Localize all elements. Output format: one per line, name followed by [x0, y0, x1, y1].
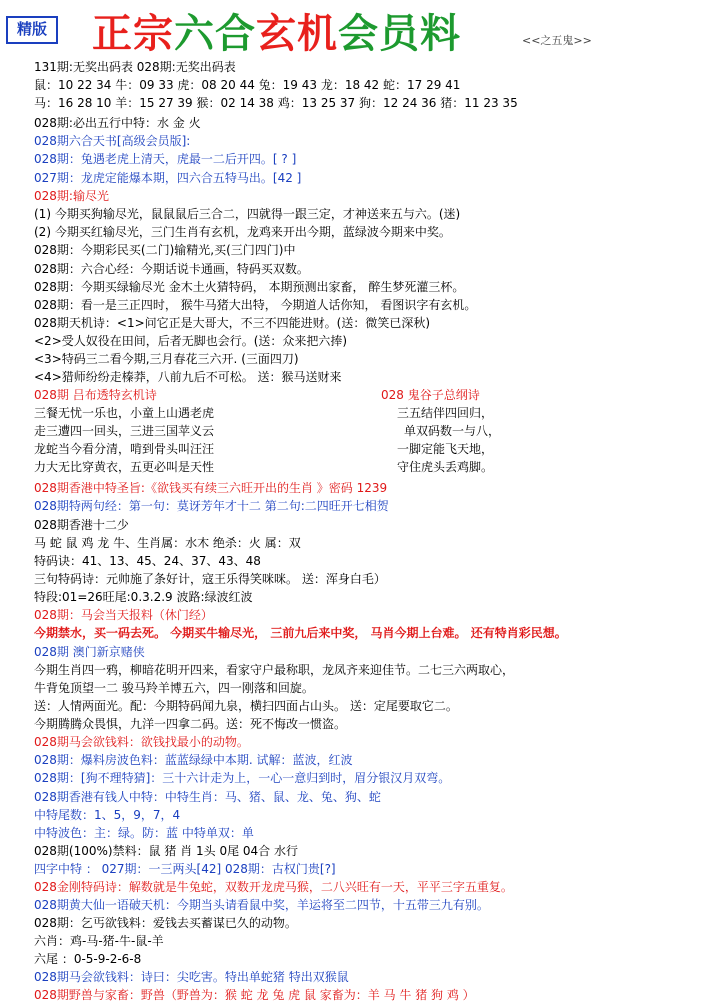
text-line: 今期腾腾众畏惧，九洋一四拿二码。送：死不悔改一惯盗。 — [34, 717, 347, 731]
right-poem-line: 守住虎头丢鸡脚。 — [397, 460, 494, 474]
text-line: 028期：乞丐欲钱料：爱钱去买蓄谋已久的动物。 — [34, 916, 297, 930]
text-line: 特码诀：41、13、45、24、37、43、48 — [34, 554, 261, 568]
text-line: 028金刚特码诗：解数就是牛兔蛇，双数开龙虎马猴，二八兴旺有一天，平平三字五重复。 — [34, 880, 513, 894]
text-line: 131期:无奖出码表 028期:无奖出码表 — [34, 60, 236, 74]
right-poem-title: 028 鬼谷子总纲诗 — [381, 388, 480, 402]
text-line: 028期：今期彩民买(二门)输精光,买(三门四门)中 — [34, 243, 296, 257]
text-line: 马：16 28 10 羊：15 27 39 猴：02 14 38 鸡：13 25 37 狗：12 24 36 猪：11 23 35 — [34, 96, 518, 110]
text-line: 028期：看一是三正四时， 猴牛马猪大出特， 今期道人话你知， 看图识字有玄机。 — [34, 298, 477, 312]
text-line: <3>特码三二看今期,三月春花三六开. (三面四刀) — [34, 352, 299, 366]
text-line: 028期香港中特圣旨:《欲钱买有续三六旺开出的生肖 》密码 1239 — [34, 481, 388, 495]
title-part-2: 六合 — [174, 10, 256, 57]
text-line: 028期黄大仙一语破天机：今期当头请看鼠中奖，羊运将至二四节，十五带三九有别。 — [34, 898, 489, 912]
right-poem-line: 单双码数一与八， — [404, 424, 501, 438]
right-poem-line: 一脚定能飞天地， — [397, 442, 494, 456]
text-line: (2) 今期买红输尽光，三门生肖有玄机，龙鸡来开出今期，蓝绿波今期来中奖。 — [34, 225, 451, 239]
text-line: 028期:必出五行中特：水 金 火 — [34, 116, 201, 130]
edition-badge: 精版 — [6, 16, 58, 44]
text-line: 028期 澳门新京赌侠 — [34, 645, 145, 659]
left-poem-line: 走三遭四一回头，三进三国苹义云 — [34, 424, 215, 438]
text-line: 鼠：10 22 34 牛：09 33 虎：08 20 44 兔：19 43 龙：18 42 蛇：17 29 41 — [34, 78, 461, 92]
text-line: 028期六合天书[高级会员版]: — [34, 134, 191, 148]
text-line: 特段:01=26旺尾:0.3.2.9 波路:绿波红波 — [34, 590, 253, 604]
text-line: 028期香港十二少 — [34, 518, 129, 532]
text-line: 028期:输尽光 — [34, 189, 109, 203]
text-line: 今期禁水，买一码去死。 今期买牛输尽光， 三前九后来中奖， 马肖今期上台难。 还有特肖彩民想。 — [34, 626, 567, 640]
text-line: 六尾 ：0-5-9-2-6-8 — [34, 952, 142, 966]
text-line: 028期：[狗不理特猜]：三十六计走为上，一心一意归到时，眉分银汉月双弯。 — [34, 771, 451, 785]
title-part-1: 正宗 — [92, 10, 174, 57]
text-line: (1) 今期买狗输尽光，鼠鼠鼠后三合二，四就得一跟三定，才神送来五与六。(迷) — [34, 207, 461, 221]
text-line: 六肖：鸡-马-猪-牛-鼠-羊 — [34, 934, 164, 948]
text-line: 028期：爆料房波色料：蓝蓝绿绿中本期. 试解：蓝波，红波 — [34, 753, 353, 767]
text-line: 送：人情两面光。配：今期特码闻九泉，横扫四面占山头。 送：定尾要取它二。 — [34, 699, 458, 713]
subtitle-tag: <<之五鬼>> — [522, 34, 592, 47]
text-line: 今期生肖四一鸦，柳暗花明开四来，看家守户最称职，龙凤齐来迎佳节。二七三六两取心， — [34, 663, 515, 677]
right-poem-line: 三五结伴四回归， — [397, 406, 494, 420]
text-line: 中特波色：主：绿。防：蓝 中特单双：单 — [34, 826, 254, 840]
left-poem-line: 力大无比穿黄衣，五更必叫是天性 — [34, 460, 215, 474]
text-line: 028期香港有钱人中特：中特生肖：马、猪、鼠、龙、兔、狗、蛇 — [34, 790, 381, 804]
text-line: 028期野兽与家畜：野兽（野兽为：猴 蛇 龙 兔 虎 鼠 家畜为：羊 马 牛 猪 狗 鸡 ） — [34, 988, 475, 1002]
text-line: 028期：六合心经：今期话说卡通画，特码买双数。 — [34, 262, 309, 276]
text-line: 028期特两句经：第一句：莫讶芳年才十二 第二句:二四旺开七相贺 — [34, 499, 389, 513]
text-line: 028期(100%)禁料：鼠 猪 肖 1头 0尾 04合 水行 — [34, 844, 299, 858]
text-line: 028期马会欲钱料：欲钱找最小的动物。 — [34, 735, 249, 749]
text-line: 马 蛇 鼠 鸡 龙 牛、生肖属：水木 绝杀：火 属：双 — [34, 536, 301, 550]
text-line: 028期：今期买绿输尽光 金木土火猜特码， 本期预测出家畜， 醉生梦死灌三杯。 — [34, 280, 465, 294]
left-poem-line: 龙蛇当今看分清，啃到骨头叫汪汪 — [34, 442, 215, 456]
text-line: 三句特码诗：元帅施了条好计，寇王乐得笑咪咪。 送：浑身白毛） — [34, 572, 386, 586]
left-poem-line: 三餐无忧一乐也，小童上山遇老虎 — [34, 406, 215, 420]
text-line: 牛背兔顶望一二 骏马羚羊博五六，四一刚落和回旋。 — [34, 681, 314, 695]
text-line: 中特尾数：1、5，9，7，4 — [34, 808, 181, 822]
text-line: 四字中特 ： 027期：一三两头[42] 028期：古权门贵[?] — [34, 862, 336, 876]
text-line: 028期天机诗：<1>问它正是大哥大，不三不四能进财。(送：微笑已深秋) — [34, 316, 431, 330]
text-line: 028期：马会当天报料（休门经） — [34, 608, 213, 622]
title-part-3: 玄机 — [256, 10, 338, 57]
left-poem-title: 028期 吕布透特玄机诗 — [34, 388, 157, 402]
text-line: 028期马会欲钱料：诗曰：尖吃害。特出单蛇猪 特出双猴鼠 — [34, 970, 349, 984]
page-title — [92, 2, 461, 59]
title-part-4: 会员料 — [338, 10, 461, 57]
text-line: <4>猎师纷纷走榛莽，八前九后不可松。 送：猴马送财来 — [34, 370, 342, 384]
text-line: 027期：龙虎定能爆本期，四六合五特马出。[42 ] — [34, 171, 302, 185]
text-line: 028期：兔遇老虎上清天，虎最一二后开四。[ ? ] — [34, 152, 297, 166]
text-line: <2>受人奴役在田间，后者无脚也会行。(送：众来把六捧) — [34, 334, 348, 348]
